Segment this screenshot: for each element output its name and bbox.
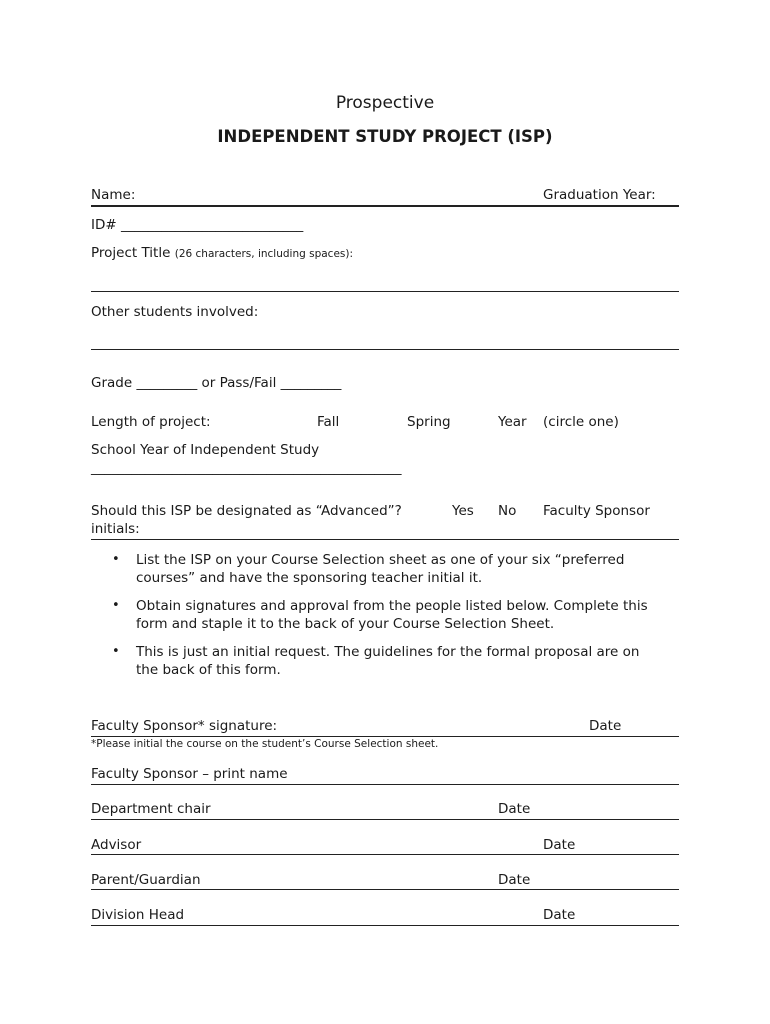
department-chair-label: Department chair bbox=[91, 801, 211, 817]
form-subtitle: Prospective bbox=[335, 93, 435, 113]
instruction-item: List the ISP on your Course Selection sheet as one of your six “preferred courses” and have the sponsoring teacher initial it. bbox=[136, 552, 625, 586]
department-chair-line[interactable] bbox=[91, 819, 679, 820]
division-head-line[interactable] bbox=[91, 925, 679, 926]
school-year-blank[interactable]: ______________________________________________ bbox=[91, 460, 402, 476]
faculty-sponsor-initials-label-2: initials: bbox=[91, 521, 140, 537]
advanced-line[interactable] bbox=[91, 539, 679, 540]
bullet-icon: • bbox=[112, 552, 120, 567]
faculty-sponsor-print-line[interactable] bbox=[91, 784, 679, 785]
school-year-label: School Year of Independent Study bbox=[91, 442, 320, 458]
parent-guardian-line[interactable] bbox=[91, 889, 679, 890]
name-label: Name: bbox=[91, 187, 136, 203]
bullet-icon: • bbox=[112, 644, 120, 659]
faculty-sponsor-signature-line[interactable] bbox=[91, 736, 679, 737]
advisor-line[interactable] bbox=[91, 854, 679, 855]
id-field[interactable]: ID# ___________________________ bbox=[91, 217, 304, 233]
instruction-item: Obtain signatures and approval from the people listed below. Complete this form and staple it to the back of your Course Selection Sheet. bbox=[136, 598, 648, 632]
project-title-text: Project Title bbox=[91, 245, 171, 261]
advanced-question: Should this ISP be designated as “Advanced”? bbox=[91, 503, 402, 519]
length-option-spring[interactable]: Spring bbox=[407, 414, 451, 430]
department-chair-date-label: Date bbox=[498, 801, 531, 817]
bullet-icon: • bbox=[112, 598, 120, 613]
length-circle-note: (circle one) bbox=[543, 414, 619, 430]
advisor-label: Advisor bbox=[91, 837, 142, 853]
other-students-label: Other students involved: bbox=[91, 304, 259, 320]
advanced-yes[interactable]: Yes bbox=[452, 503, 474, 519]
form-title: INDEPENDENT STUDY PROJECT (ISP) bbox=[217, 127, 553, 146]
length-label: Length of project: bbox=[91, 414, 211, 430]
project-title-label bbox=[91, 245, 353, 261]
graduation-year-label: Graduation Year: bbox=[543, 187, 656, 203]
parent-guardian-label: Parent/Guardian bbox=[91, 872, 201, 888]
length-option-year[interactable]: Year bbox=[498, 414, 527, 430]
faculty-sponsor-print-label: Faculty Sponsor – print name bbox=[91, 766, 288, 782]
project-title-note: (26 characters, including spaces): bbox=[174, 248, 354, 260]
advisor-date-label: Date bbox=[543, 837, 576, 853]
other-students-line[interactable] bbox=[91, 349, 679, 350]
division-head-date-label: Date bbox=[543, 907, 576, 923]
faculty-sponsor-signature-label: Faculty Sponsor* signature: bbox=[91, 718, 278, 734]
parent-guardian-date-label: Date bbox=[498, 872, 531, 888]
grade-field[interactable]: Grade _________ or Pass/Fail _________ bbox=[91, 375, 342, 391]
name-line[interactable] bbox=[91, 205, 679, 207]
advanced-no[interactable]: No bbox=[498, 503, 517, 519]
length-option-fall[interactable]: Fall bbox=[317, 414, 340, 430]
faculty-sponsor-note: *Please initial the course on the student’s Course Selection sheet. bbox=[91, 738, 439, 750]
faculty-sponsor-date-label: Date bbox=[589, 718, 622, 734]
project-title-line[interactable] bbox=[91, 291, 679, 292]
division-head-label: Division Head bbox=[91, 907, 185, 923]
instruction-item: This is just an initial request. The guidelines for the formal proposal are on the back of this form. bbox=[136, 644, 640, 678]
faculty-sponsor-initials-label: Faculty Sponsor bbox=[543, 503, 650, 519]
